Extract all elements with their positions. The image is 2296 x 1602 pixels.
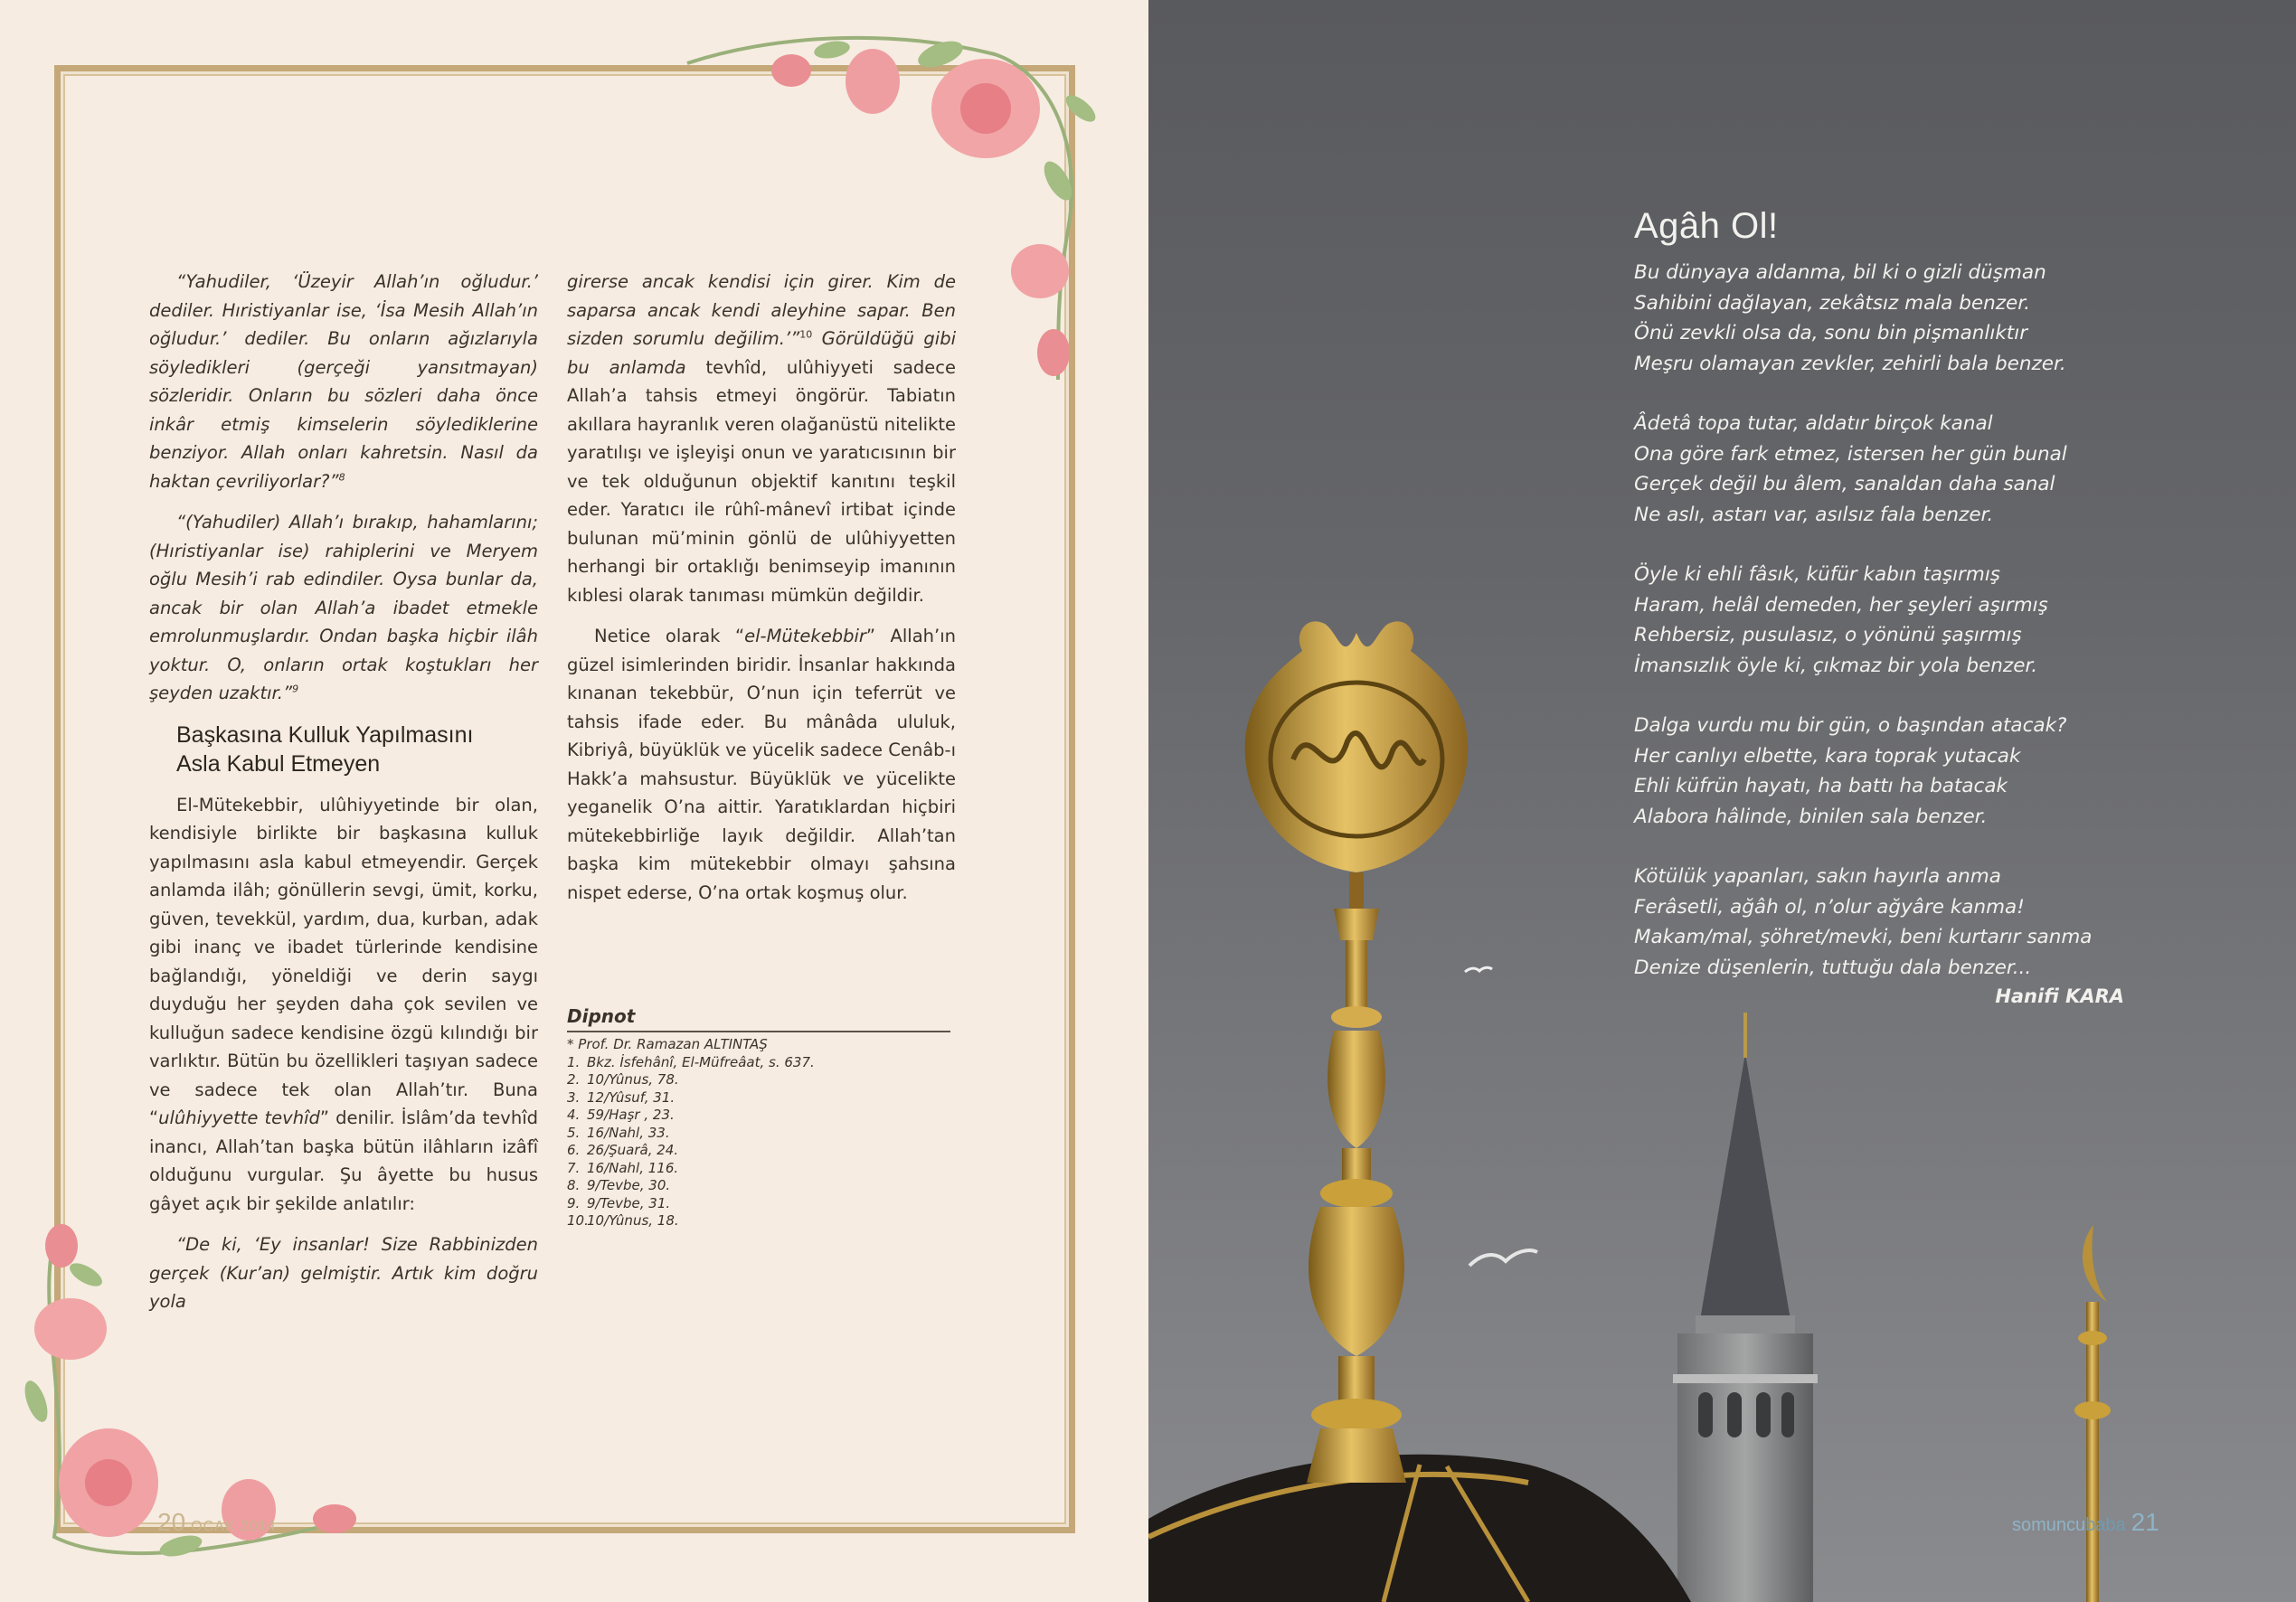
poem-line: Ehli küfrün hayatı, ha battı ha batacak <box>1634 775 2008 797</box>
poem-line: Dalga vurdu mu bir gün, o başından atacak? <box>1634 714 2067 737</box>
poem-line: Kötülük yapanları, sakın hayırla anma <box>1634 865 2001 888</box>
poem-line: Meşru olamayan zevkler, zehirli bala benzer. <box>1634 352 2066 375</box>
poem-stanza <box>1634 409 2140 530</box>
footnote-item: 10.10/Yûnus, 18. <box>567 1212 679 1229</box>
footnote-item: 2. 10/Yûnus, 78. <box>567 1071 679 1088</box>
page-number-left: 20 OCAK 2014 <box>157 1508 277 1536</box>
footnotes-title: Dipnot <box>567 1005 950 1032</box>
footnote-item: 8. 9/Tevbe, 30. <box>567 1177 671 1193</box>
poem-line: Sahibini dağlayan, zekâtsız mala benzer. <box>1634 291 2030 315</box>
footnote-item: 4. 59/Haşr , 23. <box>567 1107 675 1123</box>
poem-line: İmansızlık öyle ki, çıkmaz bir yola benzer. <box>1634 654 2038 677</box>
footnote-item: 6. 26/Şuarâ, 24. <box>567 1142 679 1158</box>
poem-stanzas <box>1634 258 2140 983</box>
poem-line: Haram, helâl demeden, her şeyleri aşırmış <box>1634 593 2048 617</box>
poem <box>1634 206 2140 1007</box>
poem-stanza <box>1634 711 2140 832</box>
poem-line: Gerçek değil bu âlem, sanaldan daha sanal <box>1634 473 2055 495</box>
quote-paragraph: “(Yahudiler) Allah’ı bırakıp, hahamlarını; (Hıristiyanlar ise) rahiplerini ve Meryem oğlu Mesih’i rab edindiler. Oysa bunlar da, ancak bir olan Allah’a ibadet etmekle emrolunmuşlardır. Ondan başka hiçbir ilâh yoktur. O, onların ortak koştukları her şeyden uzaktır.”$^9$ <box>149 512 538 703</box>
section-heading: Başkasına Kulluk Yapılmasını Asla Kabul Etmeyen <box>176 721 474 777</box>
footnotes <box>567 1005 950 1230</box>
text-column-2 <box>567 268 956 919</box>
poem-line: Rehbersiz, pusulasız, o yönünü şaşırmış <box>1634 624 2022 646</box>
poem-line: Her canlıyı elbette, kara toprak yutacak <box>1634 744 2021 768</box>
footnote-item: 1. Bkz. İsfehânî, El-Müfreâat, s. 637. <box>567 1053 815 1070</box>
body-paragraph: girerse ancak kendisi için girer. Kim de saparsa ancak kendi aleyhine sapar. Ben sizden sorumlu değilim.’”$^{10}$ Görüldüğü gibi bu anlamda tevhîd, ulûhiyyeti sadece Allah’a tahsis etmeyi öngörür. Tabiatın akıllara hayranlık veren olağanüstü nitelikte yaratılışı ve işleyişi onun ve yaratıcısının bir ve tek olduğunun objektif kanıtını teşkil eder. Yaratıcı ile rûhî-mânevî irtibat içinde bulunan mü’minin gönlü de ulûhiyyetten herhangi bir ortaklığı benimseyip imanının kıblesi olarak tanıması mümkün değildir. <box>567 271 957 606</box>
poem-line: Ona göre fark etmez, istersen her gün bunal <box>1634 442 2067 466</box>
poem-line: Denize düşenlerin, tuttuğu dala benzer... <box>1634 956 2032 979</box>
right-page <box>1148 0 2296 1602</box>
poem-line: Ne aslı, astarı var, asılsız fala benzer. <box>1634 503 1994 526</box>
poem-line: Âdetâ topa tutar, aldatır birçok kanal <box>1634 412 1993 435</box>
footnote-author: * Prof. Dr. Ramazan ALTINTAŞ <box>567 1036 768 1052</box>
poem-title: Agâh Ol! <box>1634 206 1779 246</box>
small-finial <box>2074 1225 2111 1602</box>
galata-tower <box>1673 1013 1818 1602</box>
poem-line: Öyle ki ehli fâsık, küfür kabın taşırmış <box>1634 563 2001 586</box>
body-paragraph: Netice olarak “el-Mütekebbir” Allah’ın güzel isimlerinden biridir. İnsanlar hakkında kınanan tekebbür, O’nun için teferrüt ve tahsis ifade eder. Bu mânâda ululuk, Kibriyâ, büyüklük ve yücelik sadece Cenâb-ı Hakk’a mahsustur. Büyüklük ve yücelikte yeganelik O’na aittir. Yaratıklardan hiçbiri mütekebbirliğe layık değildir. Allah’tan başka kim mütekebbir olmayı şahsına nispet ederse, O’na ortak koşmuş olur. <box>567 626 956 903</box>
seagull <box>1469 1250 1537 1266</box>
poem-stanza <box>1634 560 2140 681</box>
body-paragraph: El-Mütekebbir, ulûhiyyetinde bir olan, kendisiyle birlikte bir başkasına kulluk yapılmasını asla kabul etmeyendir. Gerçek anlamda ilâh; gönüllerin sevgi, ümit, korku, güven, tevekkül, yardım, dua, kurban, adak gibi inanç ve ibadet türlerinde kendisine bağlandığı, yöneldiği ve derin saygı duyduğu her şeyden daha çok sevilen ve kulluğun sadece kendisine özgü kılındığı bir varlıktır. Bütün bu özellikleri taşıyan sadece ve sadece tek olan Allah’tır. Buna “ulûhiyyette tevhîd” denilir. İslâm’da tevhîd inancı, Allah’tan başka bütün ilâhların izâfî olduğunu vurgular. Şu âyette bu husus gâyet açık bir şekilde anlatılır: <box>149 794 538 1214</box>
footnote-item: 5. 16/Nahl, 33. <box>567 1124 670 1141</box>
poem-stanza <box>1634 862 2140 983</box>
footnote-list <box>567 1054 950 1230</box>
poem-stanza <box>1634 258 2140 379</box>
golden-alem-finial <box>1245 621 1469 1483</box>
footnote-item: 3. 12/Yûsuf, 31. <box>567 1088 676 1106</box>
poem-author: Hanifi KARA <box>1995 985 2124 1007</box>
poem-line: Ferâsetli, ağâh ol, n’olur ağyâre kanma! <box>1634 895 2025 919</box>
poem-line: Alabora hâlinde, binilen sala benzer. <box>1634 805 1988 828</box>
poem-line: Bu dünyaya aldanma, bil ki o gizli düşman <box>1634 261 2046 284</box>
quote-paragraph: “Yahudiler, ‘Üzeyir Allah’ın oğludur.’ dediler. Hıristiyanlar ise, ‘İsa Mesih Allah’ın oğludur.’ dediler. Bu onların ağızlarıyla söyledikleri (gerçeği yansıtmayan) sözleridir. Onların bu sözleri daha önce inkâr etmiş kimselerin söylediklerine benziyor. Allah onları kahretsin. Nasıl da haktan çevriliyorlar?”$^8$ <box>149 271 538 492</box>
page-number-right: somuncubaba 21 <box>2012 1508 2159 1536</box>
seagull <box>1465 967 1492 972</box>
poem-line: Makam/mal, şöhret/mevki, beni kurtarır sanma <box>1634 926 2093 948</box>
text-column-1 <box>149 268 538 1329</box>
poem-line: Önü zevkli olsa da, sonu bin pişmanlıktır <box>1634 322 2028 344</box>
footnote-item: 7. 16/Nahl, 116. <box>567 1159 679 1176</box>
quote-paragraph: “De ki, ‘Ey insanlar! Size Rabbinizden gerçek (Kur’an) gelmiştir. Artık kim doğru yola <box>149 1234 538 1312</box>
footnote-item: 9. 9/Tevbe, 31. <box>567 1194 671 1211</box>
